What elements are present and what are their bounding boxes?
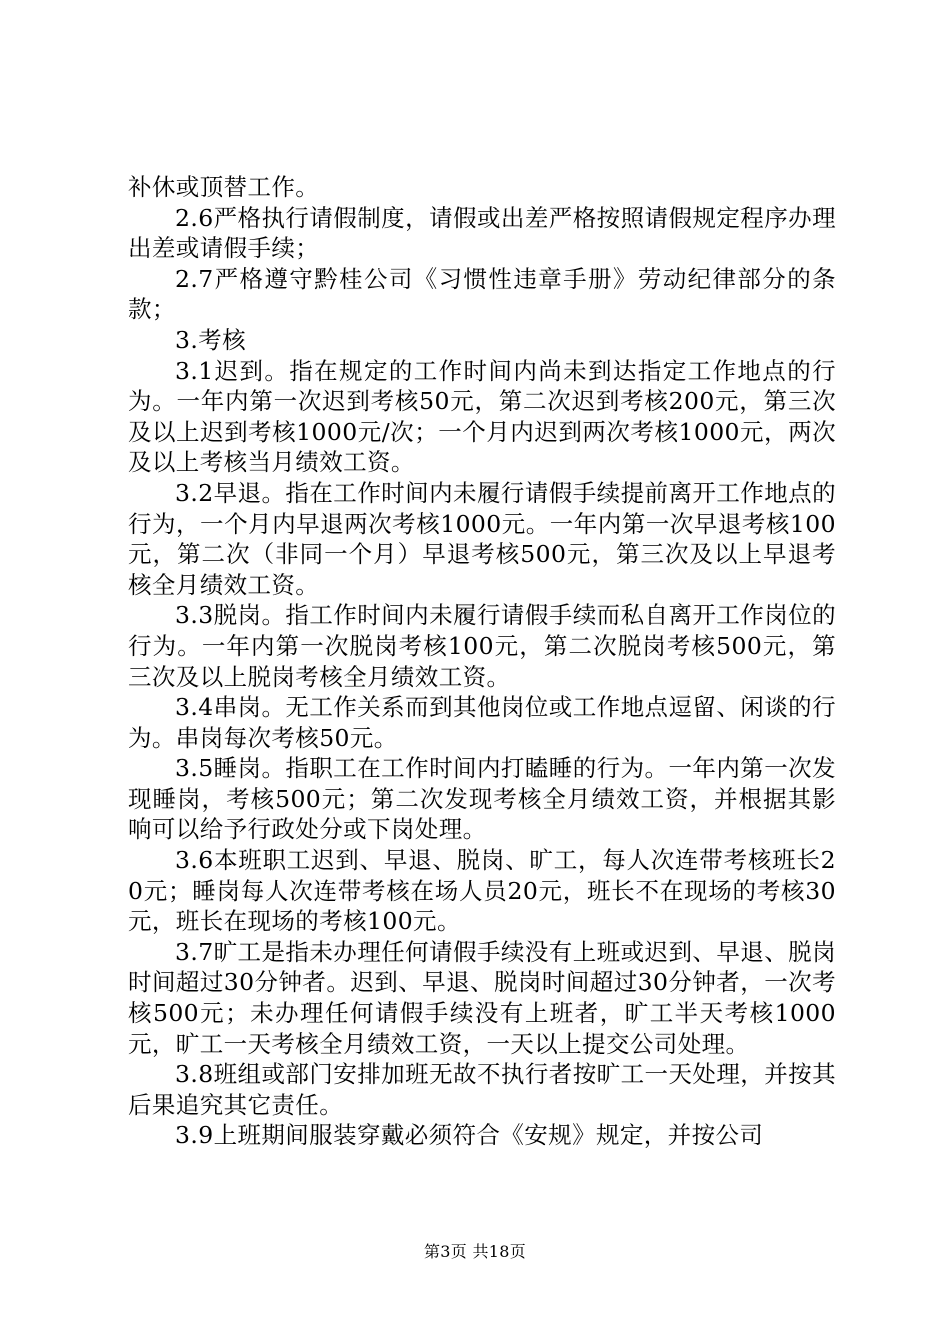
paragraph-3-3: 3.3脱岗。指工作时间内未履行请假手续而私自离开工作岗位的行为。一年内第一次脱岗考核100元，第二次脱岗考核500元，第三次及以上脱岗考核全月绩效工资。: [128, 601, 836, 691]
paragraph-continuation: 补休或顶替工作。: [128, 173, 320, 201]
paragraph-3-5: 3.5睡岗。指职工在工作时间内打瞌睡的行为。一年内第一次发现睡岗，考核500元；第二次发现考核全月绩效工资，并根据其影响可以给予行政处分或下岗处理。: [128, 754, 836, 844]
paragraph-3-8: 3.8班组或部门安排加班无故不执行者按旷工一天处理，并按其后果追究其它责任。: [128, 1060, 836, 1119]
page-number-footer: 第3页 共18页: [423, 1242, 527, 1261]
document-body: [128, 172, 836, 1151]
paragraph-3-6: 3.6本班职工迟到、早退、脱岗、旷工，每人次连带考核班长20元；睡岗每人次连带考核在场人员20元，班长不在现场的考核30元，班长在现场的考核100元。: [128, 846, 836, 936]
paragraph-3-7: 3.7旷工是指未办理任何请假手续没有上班或迟到、早退、脱岗时间超过30分钟者。迟到、早退、脱岗时间超过30分钟者，一次考核500元；未办理任何请假手续没有上班者，旷工半天考核1000元，旷工一天考核全月绩效工资，一天以上提交公司处理。: [128, 937, 836, 1058]
paragraph-2-6: 2.6严格执行请假制度，请假或出差严格按照请假规定程序办理出差或请假手续；: [128, 203, 836, 263]
paragraph-3-2: 3.2早退。指在工作时间内未履行请假手续提前离开工作地点的行为，一个月内早退两次考核1000元。一年内第一次早退考核100元，第二次（非同一个月）早退考核500元，第三次及以上早退考核全月绩效工资。: [128, 478, 836, 599]
paragraph-3-9: 3.9上班期间服装穿戴必须符合《安规》规定，并按公司: [175, 1121, 764, 1150]
paragraph-3-4: 3.4串岗。无工作关系而到其他岗位或工作地点逗留、闲谈的行为。串岗每次考核50元。: [128, 693, 836, 752]
section-heading-3: 3.考核: [175, 325, 247, 354]
paragraph-3-1: 3.1迟到。指在规定的工作时间内尚未到达指定工作地点的行为。一年内第一次迟到考核50元，第二次迟到考核200元，第三次及以上迟到考核1000元/次；一个月内迟到两次考核1000元，两次及以上考核当月绩效工资。: [128, 356, 836, 477]
paragraph-2-7: 2.7严格遵守黔桂公司《习惯性违章手册》劳动纪律部分的条款；: [128, 264, 836, 324]
